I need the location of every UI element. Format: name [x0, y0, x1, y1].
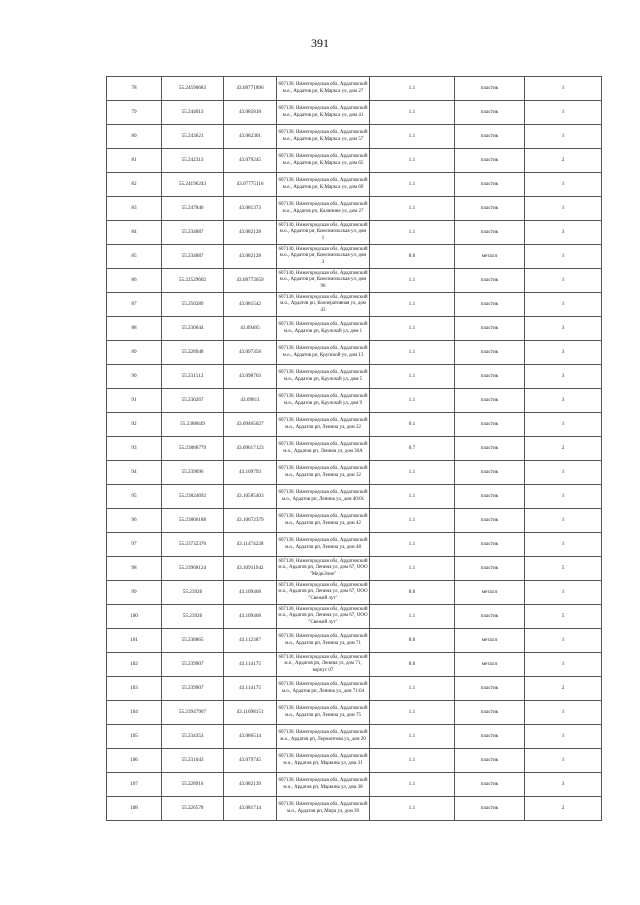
table-row	[107, 317, 602, 341]
material-cell: пластик	[455, 437, 525, 461]
latitude-cell: 55.24590683	[162, 77, 224, 101]
table-row	[107, 533, 602, 557]
container-volume-cell: 1.1	[370, 365, 455, 389]
row-number-cell: 102	[107, 653, 162, 677]
address-cell: 607130, Нижегородская обл, Ардатовский м.о., Ардатов рп, Ленина ул, дом 67, ООО "Свежий лут"	[277, 605, 370, 629]
latitude-cell: 55.234887	[162, 245, 224, 269]
row-number-cell: 95	[107, 485, 162, 509]
row-number-cell: 103	[107, 677, 162, 701]
container-volume-cell: 0.1	[370, 413, 455, 437]
material-cell: пластик	[455, 485, 525, 509]
address-cell: 607130, Нижегородская обл, Ардатовский м.о., Ардатов рп, Ленина ул, дом 67, ООО "Свежий лут"	[277, 581, 370, 605]
table-row	[107, 245, 602, 269]
row-number-cell: 87	[107, 293, 162, 317]
material-cell: металл	[455, 653, 525, 677]
latitude-cell: 55.23824692	[162, 485, 224, 509]
container-volume-cell: 8.0	[370, 629, 455, 653]
latitude-cell: 55.22529602	[162, 269, 224, 293]
address-cell: 607130, Нижегородская обл, Ардатовский м.о., Ардатов рп, Ленина ул, дом 67, ООО "МедиЭлне"	[277, 557, 370, 581]
container-volume-cell: 1.1	[370, 341, 455, 365]
table-row	[107, 653, 602, 677]
longitude-cell: 43.112387	[224, 629, 277, 653]
longitude-cell: 43.10672379	[224, 509, 277, 533]
longitude-cell: 43.09617123	[224, 437, 277, 461]
latitude-cell: 55.23926	[162, 605, 224, 629]
latitude-cell: 55.23732376	[162, 533, 224, 557]
material-cell: пластик	[455, 125, 525, 149]
material-cell: пластик	[455, 269, 525, 293]
latitude-cell: 55.230267	[162, 389, 224, 413]
latitude-cell: 55.239096	[162, 461, 224, 485]
row-number-cell: 94	[107, 461, 162, 485]
material-cell: пластик	[455, 389, 525, 413]
container-volume-cell: 1.1	[370, 317, 455, 341]
longitude-cell: 43.082128	[224, 221, 277, 245]
table-row	[107, 629, 602, 653]
longitude-cell: 43.09405	[224, 317, 277, 341]
longitude-cell: 43.081542	[224, 293, 277, 317]
row-number-cell: 86	[107, 269, 162, 293]
longitude-cell: 43.086514	[224, 725, 277, 749]
container-volume-cell: 8.0	[370, 653, 455, 677]
address-cell: 607130, Нижегородская обл, Ардатовский м.о., Ардатов рп, Ленина ул, дом 30А	[277, 437, 370, 461]
row-number-cell: 80	[107, 125, 162, 149]
material-cell: пластик	[455, 677, 525, 701]
container-count-cell: 1	[525, 701, 602, 725]
material-cell: металл	[455, 245, 525, 269]
table-row	[107, 125, 602, 149]
longitude-cell: 43.11698151	[224, 701, 277, 725]
latitude-cell: 55.23888779	[162, 437, 224, 461]
container-volume-cell: 1.1	[370, 389, 455, 413]
material-cell: пластик	[455, 101, 525, 125]
latitude-cell: 55.23947907	[162, 701, 224, 725]
page-number: 391	[311, 36, 329, 50]
address-cell: 607130, Нижегородская обл, Ардатовский м.о., Ардатов рп, Ленина ул, дом 32	[277, 461, 370, 485]
row-number-cell: 105	[107, 725, 162, 749]
container-volume-cell: 1.1	[370, 485, 455, 509]
material-cell: пластик	[455, 221, 525, 245]
latitude-cell: 55.234887	[162, 221, 224, 245]
container-count-cell: 1	[525, 485, 602, 509]
address-cell: 607130, Нижегородская обл, Ардатовский м.о., Ардатов рп, Ленина ул, дом 71	[277, 629, 370, 653]
container-count-cell: 3	[525, 389, 602, 413]
container-volume-cell: 1.1	[370, 197, 455, 221]
longitude-cell: 43.082139	[224, 773, 277, 797]
latitude-cell: 55.230644	[162, 317, 224, 341]
row-number-cell: 78	[107, 77, 162, 101]
material-cell: пластик	[455, 701, 525, 725]
container-volume-cell: 1.1	[370, 701, 455, 725]
container-count-cell: 2	[525, 149, 602, 173]
row-number-cell: 100	[107, 605, 162, 629]
table-row	[107, 509, 602, 533]
container-volume-cell: 1.1	[370, 533, 455, 557]
material-cell: пластик	[455, 461, 525, 485]
address-cell: 607130, Нижегородская обл, Ардатовский м.о., Ардатов рп, Ленина ул, дом 71, корпус 07	[277, 653, 370, 677]
address-cell: 607130, Нижегородская обл, Ардатовский м.о., Ардатов рп, Комсомольская ул, дом 1	[277, 221, 370, 245]
row-number-cell: 108	[107, 797, 162, 821]
container-count-cell: 1	[525, 533, 602, 557]
address-cell: 607130, Нижегородская обл, Ардатовский м.о., Ардатов рп, Крупской ул, дом 5	[277, 365, 370, 389]
row-number-cell: 90	[107, 365, 162, 389]
row-number-cell: 88	[107, 317, 162, 341]
table-row	[107, 413, 602, 437]
longitude-cell: 43.097358	[224, 341, 277, 365]
material-cell: пластик	[455, 725, 525, 749]
table-row	[107, 341, 602, 365]
table-row	[107, 437, 602, 461]
material-cell: пластик	[455, 77, 525, 101]
latitude-cell: 55.226578	[162, 797, 224, 821]
container-volume-cell: 1.1	[370, 173, 455, 197]
longitude-cell: 43.082128	[224, 245, 277, 269]
container-count-cell: 1	[525, 749, 602, 773]
container-count-cell: 1	[525, 461, 602, 485]
address-cell: 607130, Нижегородская обл, Ардатовский м.о., Ардатов рп, К.Маркса ул, дом 27	[277, 77, 370, 101]
container-volume-cell: 8.0	[370, 581, 455, 605]
material-cell: пластик	[455, 605, 525, 629]
container-count-cell: 1	[525, 293, 602, 317]
row-number-cell: 96	[107, 509, 162, 533]
longitude-cell: 43.079745	[224, 749, 277, 773]
address-cell: 607130, Нижегородская обл, Ардатовский м.о., Ардатов рп, Крупской ул, дом 1	[277, 317, 370, 341]
row-number-cell: 79	[107, 101, 162, 125]
latitude-cell: 55.234353	[162, 725, 224, 749]
container-volume-cell: 1.1	[370, 509, 455, 533]
container-count-cell: 1	[525, 197, 602, 221]
latitude-cell: 55.2388649	[162, 413, 224, 437]
table-row	[107, 461, 602, 485]
container-volume-cell: 1.1	[370, 557, 455, 581]
row-number-cell: 101	[107, 629, 162, 653]
longitude-cell: 43.081714	[224, 797, 277, 821]
table-row	[107, 677, 602, 701]
container-count-cell: 1	[525, 509, 602, 533]
table-row	[107, 173, 602, 197]
container-volume-cell: 1.1	[370, 77, 455, 101]
container-volume-cell: 1.1	[370, 797, 455, 821]
longitude-cell: 43.098703	[224, 365, 277, 389]
address-cell: 607130, Нижегородская обл, Ардатовский м.о., Ардатов рп, Комсомольская ул, дом 96	[277, 269, 370, 293]
longitude-cell: 43.10911942	[224, 557, 277, 581]
address-cell: 607130, Нижегородская обл, Ардатовский м.о., Ардатов рп, Комсомольская ул, дом 3	[277, 245, 370, 269]
container-count-cell: 2	[525, 797, 602, 821]
material-cell: пластик	[455, 293, 525, 317]
address-cell: 607130, Нижегородская обл, Ардатовский м.о., Ардатов рп, Ленина ул, дом 42	[277, 509, 370, 533]
address-cell: 607130, Нижегородская обл, Ардатовский м.о., Ардатов рп, К.Маркса ул, дом 57	[277, 125, 370, 149]
table-row	[107, 485, 602, 509]
material-cell: пластик	[455, 317, 525, 341]
material-cell: пластик	[455, 797, 525, 821]
container-volume-cell: 1.1	[370, 269, 455, 293]
container-volume-cell: 1.1	[370, 773, 455, 797]
address-cell: 607130, Нижегородская обл, Ардатовский м.о., Ардатов рп, Крупской ул, дом 9	[277, 389, 370, 413]
table-row	[107, 221, 602, 245]
longitude-cell: 43.08771896	[224, 77, 277, 101]
row-number-cell: 97	[107, 533, 162, 557]
latitude-cell: 55.228948	[162, 341, 224, 365]
latitude-cell: 55.242313	[162, 149, 224, 173]
material-cell: металл	[455, 581, 525, 605]
container-count-cell: 1	[525, 725, 602, 749]
container-count-cell: 1	[525, 245, 602, 269]
container-volume-cell: 1.1	[370, 101, 455, 125]
address-cell: 607130, Нижегородская обл, Ардатовский м.о., Ардатов рп, Маркина ул, дом 38	[277, 773, 370, 797]
longitude-cell: 43.081373	[224, 197, 277, 221]
container-count-cell: 5	[525, 557, 602, 581]
latitude-cell: 55.239907	[162, 677, 224, 701]
row-number-cell: 91	[107, 389, 162, 413]
material-cell: пластик	[455, 197, 525, 221]
table-row	[107, 101, 602, 125]
longitude-cell: 43.109468	[224, 581, 277, 605]
container-volume-cell: 1.1	[370, 293, 455, 317]
longitude-cell: 43.079245	[224, 149, 277, 173]
row-number-cell: 99	[107, 581, 162, 605]
latitude-cell: 55.238865	[162, 629, 224, 653]
material-cell: пластик	[455, 173, 525, 197]
row-number-cell: 83	[107, 197, 162, 221]
address-cell: 607130, Нижегородская обл, Ардатовский м.о., Ардатов рп, К.Маркса ул, дом 41	[277, 101, 370, 125]
container-volume-cell: 8.0	[370, 245, 455, 269]
address-cell: 607130, Нижегородская обл, Ардатовский м.о., Ардатов рп, Ленина ул, дом 40/01	[277, 485, 370, 509]
latitude-cell: 55.23860188	[162, 509, 224, 533]
latitude-cell: 55.250289	[162, 293, 224, 317]
container-volume-cell: 1.1	[370, 749, 455, 773]
row-number-cell: 89	[107, 341, 162, 365]
container-count-cell: 1	[525, 269, 602, 293]
latitude-cell: 55.243621	[162, 125, 224, 149]
table-row	[107, 773, 602, 797]
container-volume-cell: 1.1	[370, 125, 455, 149]
table-row	[107, 77, 602, 101]
container-count-cell: 2	[525, 437, 602, 461]
address-cell: 607130, Нижегородская обл, Ардатовский м.о., Ардатов рп, Ленина ул, дом 48	[277, 533, 370, 557]
table-body	[107, 77, 602, 821]
container-volume-cell: 1.1	[370, 677, 455, 701]
latitude-cell: 55.247846	[162, 197, 224, 221]
material-cell: пластик	[455, 149, 525, 173]
table-row	[107, 149, 602, 173]
container-count-cell: 3	[525, 221, 602, 245]
table-row	[107, 557, 602, 581]
table-row	[107, 269, 602, 293]
longitude-cell: 43.09811	[224, 389, 277, 413]
material-cell: пластик	[455, 509, 525, 533]
table-row	[107, 749, 602, 773]
container-volume-cell: 1.1	[370, 605, 455, 629]
longitude-cell: 43.09465027	[224, 413, 277, 437]
longitude-cell: 43.10585403	[224, 485, 277, 509]
container-sites-table	[106, 76, 602, 821]
latitude-cell: 55.244013	[162, 101, 224, 125]
material-cell: пластик	[455, 749, 525, 773]
row-number-cell: 84	[107, 221, 162, 245]
table-row	[107, 293, 602, 317]
table-row	[107, 581, 602, 605]
longitude-cell: 43.07775116	[224, 173, 277, 197]
latitude-cell: 55.24196243	[162, 173, 224, 197]
row-number-cell: 82	[107, 173, 162, 197]
longitude-cell: 43.11474228	[224, 533, 277, 557]
longitude-cell: 43.109793	[224, 461, 277, 485]
container-count-cell: 1	[525, 413, 602, 437]
row-number-cell: 106	[107, 749, 162, 773]
row-number-cell: 85	[107, 245, 162, 269]
longitude-cell: 43.085818	[224, 101, 277, 125]
address-cell: 607130, Нижегородская обл, Ардатовский м.о., Ардатов рп, Мира ул, дом 39	[277, 797, 370, 821]
container-count-cell: 2	[525, 677, 602, 701]
container-count-cell: 3	[525, 365, 602, 389]
table-row	[107, 725, 602, 749]
row-number-cell: 104	[107, 701, 162, 725]
container-count-cell: 3	[525, 317, 602, 341]
address-cell: 607130, Нижегородская обл, Ардатовский м.о., Ардатов рп, Ленина ул, дом 22	[277, 413, 370, 437]
container-count-cell: 1	[525, 125, 602, 149]
container-count-cell: 1	[525, 653, 602, 677]
address-cell: 607130, Нижегородская обл, Ардатовский м.о., Ардатов рп, Крупской ул, дом 13	[277, 341, 370, 365]
address-cell: 607130, Нижегородская обл, Ардатовский м.о., Ардатов рп, Маркина ул, дом 31	[277, 749, 370, 773]
row-number-cell: 92	[107, 413, 162, 437]
longitude-cell: 43.114175	[224, 677, 277, 701]
longitude-cell: 43.109468	[224, 605, 277, 629]
container-count-cell: 5	[525, 605, 602, 629]
latitude-cell: 55.228916	[162, 773, 224, 797]
address-cell: 607130, Нижегородская обл, Ардатовский м.о., Ардатов рп, К.Маркса ул, дом 65	[277, 149, 370, 173]
container-count-cell: 1	[525, 173, 602, 197]
material-cell: пластик	[455, 557, 525, 581]
longitude-cell: 43.114175	[224, 653, 277, 677]
latitude-cell: 55.239907	[162, 653, 224, 677]
container-volume-cell: 1.1	[370, 149, 455, 173]
row-number-cell: 93	[107, 437, 162, 461]
container-count-cell: 3	[525, 341, 602, 365]
latitude-cell: 55.231512	[162, 365, 224, 389]
address-cell: 607130, Нижегородская обл, Ардатовский м.о., Ардатов рп, Калинина ул, дом 27	[277, 197, 370, 221]
material-cell: металл	[455, 629, 525, 653]
row-number-cell: 98	[107, 557, 162, 581]
container-volume-cell: 1.1	[370, 461, 455, 485]
container-count-cell: 1	[525, 629, 602, 653]
container-count-cell: 3	[525, 773, 602, 797]
address-cell: 607130, Нижегородская обл, Ардатовский м.о., Ардатов рп, К.Маркса ул, дом 69	[277, 173, 370, 197]
latitude-cell: 55.23968124	[162, 557, 224, 581]
latitude-cell: 55.23926	[162, 581, 224, 605]
address-cell: 607130, Нижегородская обл, Ардатовский м.о., Ардатов рп, Ленина ул, дом 71/04	[277, 677, 370, 701]
table-row	[107, 701, 602, 725]
table-row	[107, 605, 602, 629]
container-volume-cell: 1.1	[370, 725, 455, 749]
row-number-cell: 107	[107, 773, 162, 797]
address-cell: 607130, Нижегородская обл, Ардатовский м.о., Ардатов рп, Лермонтова ул, дом 20	[277, 725, 370, 749]
container-volume-cell: 0.7	[370, 437, 455, 461]
table-row	[107, 365, 602, 389]
container-volume-cell: 1.1	[370, 221, 455, 245]
material-cell: пластик	[455, 341, 525, 365]
latitude-cell: 55.231043	[162, 749, 224, 773]
material-cell: пластик	[455, 413, 525, 437]
material-cell: пластик	[455, 365, 525, 389]
address-cell: 607130, Нижегородская обл, Ардатовский м.о., Ардатов рп, Кооперативная ул, дом 43	[277, 293, 370, 317]
container-count-cell: 1	[525, 77, 602, 101]
material-cell: пластик	[455, 773, 525, 797]
row-number-cell: 81	[107, 149, 162, 173]
material-cell: пластик	[455, 533, 525, 557]
table-row	[107, 797, 602, 821]
table-row	[107, 197, 602, 221]
table-row	[107, 389, 602, 413]
container-count-cell: 1	[525, 101, 602, 125]
longitude-cell: 43.08772659	[224, 269, 277, 293]
container-count-cell: 1	[525, 581, 602, 605]
longitude-cell: 43.082301	[224, 125, 277, 149]
address-cell: 607130, Нижегородская обл, Ардатовский м.о., Ардатов рп, Ленина ул, дом 75	[277, 701, 370, 725]
